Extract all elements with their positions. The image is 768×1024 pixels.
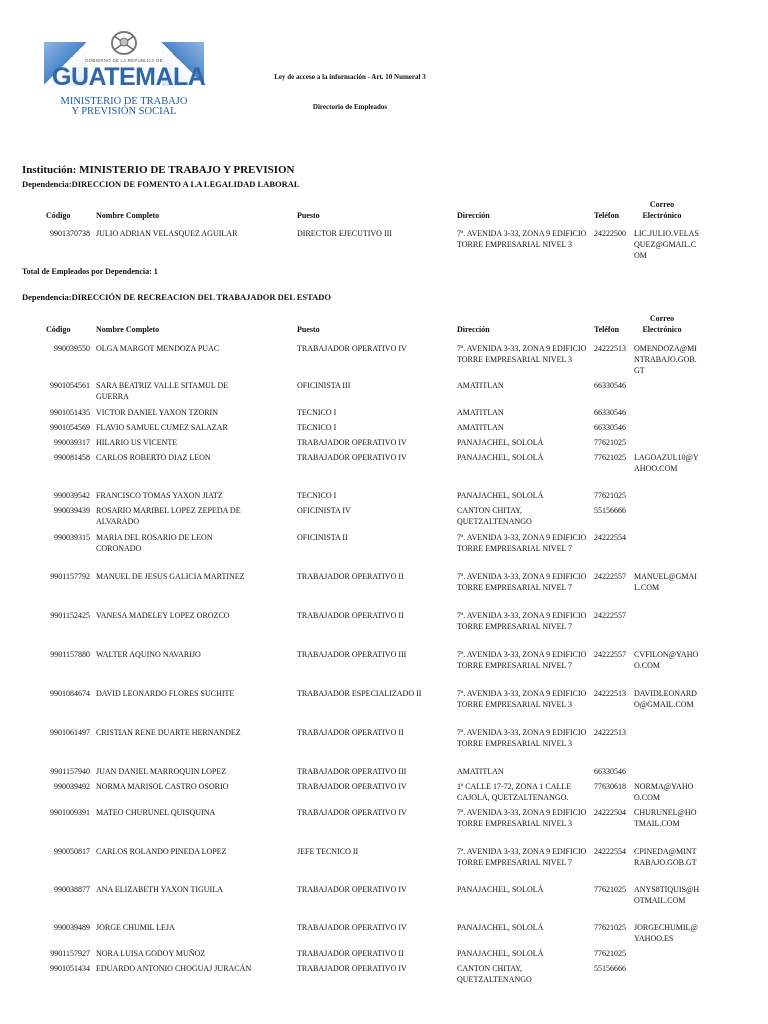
cell-codigo: 9901054569 [50, 423, 90, 432]
cell-correo: JORGECHUMIL@YAHOO.ES [634, 923, 698, 943]
cell-telefono: 24222557 [594, 650, 626, 659]
institution-title: Institución: MINISTERIO DE TRABAJO Y PREVISION [22, 164, 295, 176]
cell-codigo: 990039492 [54, 782, 90, 791]
logo-country-text: GUATEMALA [52, 63, 206, 91]
cell-nombre: EDUARDO ANTONIO CHOGUAJ JURACÁN [96, 964, 252, 973]
cell-direccion: 7ª. AVENIDA 3-33, ZONA 9 EDIFICIO TORRE EMPRESARIAL NIVEL 3 [457, 728, 587, 748]
cell-nombre: OLGA MARGOT MENDOZA PUAC [96, 344, 220, 353]
cell-direccion: 7ª. AVENIDA 3-33, ZONA 9 EDIFICIO TORRE EMPRESARIAL NIVEL 3 [457, 689, 587, 709]
cell-direccion: AMATITLAN [457, 381, 504, 390]
cell-telefono: 24222557 [594, 572, 626, 581]
cell-puesto: TRABAJADOR ESPECIALIZADO II [297, 689, 422, 698]
cell-direccion: 7ª. AVENIDA 3-33, ZONA 9 EDIFICIO TORRE EMPRESARIAL NIVEL 7 [457, 572, 587, 592]
cell-codigo: 990039439 [54, 506, 90, 515]
col-nombre: Nombre Completo [96, 211, 160, 220]
cell-codigo: 990039317 [54, 438, 90, 447]
cell-nombre: HILARIO US VICENTE [96, 438, 178, 447]
cell-codigo: 9901157940 [50, 767, 90, 776]
cell-puesto: JEFE TECNICO II [297, 847, 359, 856]
col-direccion: Dirección [457, 211, 490, 220]
cell-nombre: NORA LUISA GODOY MUÑOZ [96, 949, 206, 958]
cell-direccion: CANTON CHITAY, QUETZALTENANGO [457, 964, 532, 984]
cell-telefono: 66330546 [594, 423, 626, 432]
cell-direccion: PANAJACHEL, SOLOLÁ [457, 923, 544, 932]
cell-direccion: 1ª CALLE 17-72, ZONA 1 CALLE CAJOLÁ, QUETZALTENANGO. [457, 782, 572, 802]
cell-direccion: PANAJACHEL, SOLOLÁ [457, 885, 544, 894]
cell-puesto: DIRECTOR EJECUTIVO III [297, 229, 392, 238]
cell-nombre: JULIO ADRIAN VELASQUEZ AGUILAR [96, 229, 238, 238]
cell-puesto: TRABAJADOR OPERATIVO IV [297, 923, 407, 932]
cell-telefono: 24222500 [594, 229, 626, 238]
cell-puesto: TRABAJADOR OPERATIVO II [297, 949, 404, 958]
cell-codigo: 9901157880 [50, 650, 90, 659]
cell-nombre: ROSARIO MARIBEL LOPEZ ZEPEDA DE ALVARADO [96, 506, 241, 526]
cell-puesto: TRABAJADOR OPERATIVO IV [297, 782, 407, 791]
cell-puesto: TRABAJADOR OPERATIVO IV [297, 453, 407, 462]
cell-puesto: TRABAJADOR OPERATIVO II [297, 611, 404, 620]
cell-telefono: 77621025 [594, 923, 626, 932]
cell-nombre: VICTOR DANIEL YAXON TZORIN [96, 408, 218, 417]
cell-telefono: 55156666 [594, 506, 626, 515]
cell-telefono: 24222513 [594, 728, 626, 737]
cell-correo: CVFILON@YAHOO.COM [634, 650, 699, 670]
law-reference: Ley de acceso a la información - Art. 10 Numeral 3 [274, 73, 426, 81]
col-correo: Correo Electrónico [642, 200, 682, 220]
cell-nombre: MANUEL DE JESUS GALICIA MARTINEZ [96, 572, 245, 581]
cell-telefono: 77621025 [594, 438, 626, 447]
cell-telefono: 77621025 [594, 885, 626, 894]
logo-gobierno-text: GOBIERNO DE LA REPÚBLICA DE [85, 58, 163, 63]
cell-codigo: 9901061497 [50, 728, 90, 737]
dependency-title: Dependencia:DIRECCION DE FOMENTO A LA LEGALIDAD LABORAL [22, 179, 300, 189]
coat-of-arms-icon [106, 28, 142, 58]
col-correo: Correo Electrónico [642, 314, 682, 334]
cell-correo: CPINEDA@MINTRABAJO.GOB.GT [634, 847, 697, 867]
cell-direccion: 7ª. AVENIDA 3-33, ZONA 9 EDIFICIO TORRE EMPRESARIAL NIVEL 7 [457, 650, 587, 670]
cell-telefono: 77621025 [594, 491, 626, 500]
cell-direccion: 7ª. AVENIDA 3-33, ZONA 9 EDIFICIO TORRE EMPRESARIAL NIVEL 7 [457, 533, 587, 553]
cell-codigo: 9901084674 [50, 689, 90, 698]
cell-codigo: 990050817 [54, 847, 90, 856]
cell-puesto: TRABAJADOR OPERATIVO IV [297, 438, 407, 447]
cell-telefono: 66330546 [594, 381, 626, 390]
cell-puesto: TRABAJADOR OPERATIVO IV [297, 808, 407, 817]
cell-nombre: DAVID LEONARDO FLORES SUCHITE [96, 689, 235, 698]
cell-nombre: NORMA MARISOL CASTRO OSORIO [96, 782, 229, 791]
col-telefono: Teléfon [594, 211, 620, 220]
col-puesto: Puesto [297, 211, 320, 220]
cell-codigo: 9901051435 [50, 408, 90, 417]
cell-telefono: 24222557 [594, 611, 626, 620]
cell-nombre: CRISTIAN RENE DUARTE HERNANDEZ [96, 728, 241, 737]
cell-codigo: 9901152425 [50, 611, 90, 620]
cell-codigo: 9901009391 [50, 808, 90, 817]
cell-direccion: PANAJACHEL, SOLOLÁ [457, 949, 544, 958]
cell-nombre: MATEO CHURUNEL QUISQUINA [96, 808, 216, 817]
col-codigo: Código [46, 325, 71, 334]
cell-correo: CHURUNEL@HOTMAIL.COM [634, 808, 697, 828]
cell-telefono: 24222513 [594, 689, 626, 698]
cell-telefono: 55156666 [594, 964, 626, 973]
cell-puesto: TECNICO I [297, 408, 337, 417]
cell-correo: LIC.JULIO.VELASQUEZ@GMAIL.COM [634, 229, 699, 260]
col-puesto: Puesto [297, 325, 320, 334]
cell-correo: OMENDOZA@MINTRABAJO.GOB.GT [634, 344, 697, 375]
total-employees: Total de Empleados por Dependencia: 1 [22, 267, 158, 276]
col-codigo: Código [46, 211, 71, 220]
cell-puesto: OFICINISTA III [297, 381, 351, 390]
cell-correo: ANYS8TIQUIS@HOTMAIL.COM [634, 885, 700, 905]
cell-nombre: FRANCISCO TOMAS YAXON JIATZ [96, 491, 223, 500]
cell-correo: DAVIDLEONARDO@GMAIL.COM [634, 689, 697, 709]
cell-codigo: 990039542 [54, 491, 90, 500]
cell-puesto: TECNICO I [297, 491, 337, 500]
cell-puesto: TRABAJADOR OPERATIVO II [297, 728, 404, 737]
cell-codigo: 9901051434 [50, 964, 90, 973]
cell-telefono: 66330546 [594, 408, 626, 417]
cell-nombre: MARIA DEL ROSARIO DE LEON CORONADO [96, 533, 213, 553]
cell-nombre: FLAVIO SAMUEL CUMEZ SALAZAR [96, 423, 228, 432]
cell-nombre: ANA ELIZABETH YAXON TIGUILA [96, 885, 223, 894]
cell-telefono: 66330546 [594, 767, 626, 776]
cell-puesto: TRABAJADOR OPERATIVO III [297, 767, 407, 776]
cell-puesto: TRABAJADOR OPERATIVO II [297, 572, 404, 581]
cell-nombre: JORGE CHUMIL LEJA [96, 923, 175, 932]
logo-ministry-line2: Y PREVISIÓN SOCIAL [71, 106, 177, 117]
cell-nombre: CARLOS ROBERTO DIAZ LEON [96, 453, 211, 462]
cell-puesto: OFICINISTA II [297, 533, 348, 542]
cell-puesto: TECNICO I [297, 423, 337, 432]
cell-codigo: 990039550 [54, 344, 90, 353]
cell-direccion: AMATITLAN [457, 767, 504, 776]
ministry-logo [44, 28, 204, 120]
cell-codigo: 990038877 [54, 885, 90, 894]
cell-direccion: 7ª. AVENIDA 3-33, ZONA 9 EDIFICIO TORRE EMPRESARIAL NIVEL 3 [457, 808, 587, 828]
logo-ministry-line1: MINISTERIO DE TRABAJO [60, 96, 188, 107]
cell-codigo: 990039315 [54, 533, 90, 542]
cell-correo: LAGOAZUL10@YAHOO.COM [634, 453, 699, 473]
cell-puesto: TRABAJADOR OPERATIVO IV [297, 885, 407, 894]
cell-nombre: VANESA MADELEY LOPEZ OROZCO [96, 611, 230, 620]
cell-direccion: 7ª. AVENIDA 3-33, ZONA 9 EDIFICIO TORRE EMPRESARIAL NIVEL 3 [457, 229, 587, 249]
cell-direccion: AMATITLAN [457, 423, 504, 432]
col-nombre: Nombre Completo [96, 325, 160, 334]
cell-telefono: 77621025 [594, 453, 626, 462]
cell-nombre: JUAN DANIEL MARROQUIN LOPEZ [96, 767, 227, 776]
cell-direccion: PANAJACHEL, SOLOLÁ [457, 491, 544, 500]
cell-telefono: 24222513 [594, 344, 626, 353]
cell-direccion: PANAJACHEL, SOLOLÁ [457, 453, 544, 462]
cell-puesto: OFICINISTA IV [297, 506, 351, 515]
cell-puesto: TRABAJADOR OPERATIVO III [297, 650, 407, 659]
cell-direccion: 7ª. AVENIDA 3-33, ZONA 9 EDIFICIO TORRE EMPRESARIAL NIVEL 7 [457, 847, 587, 867]
cell-nombre: WALTER AQUINO NAVARIJO [96, 650, 201, 659]
cell-direccion: PANAJACHEL, SOLOLÁ [457, 438, 544, 447]
cell-direccion: CANTON CHITAY, QUETZALTENANGO [457, 506, 532, 526]
cell-direccion: AMATITLAN [457, 408, 504, 417]
cell-direccion: 7ª. AVENIDA 3-33, ZONA 9 EDIFICIO TORRE EMPRESARIAL NIVEL 3 [457, 344, 587, 364]
cell-codigo: 9901054561 [50, 381, 90, 390]
cell-telefono: 77630618 [594, 782, 626, 791]
cell-telefono: 24222554 [594, 533, 626, 542]
cell-telefono: 24222504 [594, 808, 626, 817]
dependency-title: Dependencia:DIRECCIÓN DE RECREACION DEL TRABAJADOR DEL ESTADO [22, 292, 332, 302]
cell-telefono: 24222554 [594, 847, 626, 856]
cell-codigo: 990081458 [54, 453, 90, 462]
cell-telefono: 77621025 [594, 949, 626, 958]
directory-title: Directorio de Empleados [312, 103, 388, 111]
cell-nombre: CARLOS ROLANDO PINEDA LOPEZ [96, 847, 227, 856]
cell-puesto: TRABAJADOR OPERATIVO IV [297, 344, 407, 353]
cell-correo: MANUEL@GMAIL.COM [634, 572, 697, 592]
cell-nombre: SARA BEATRIZ VALLE SITAMUL DE GUERRA [96, 381, 229, 401]
col-direccion: Dirección [457, 325, 490, 334]
cell-codigo: 9901370738 [50, 229, 90, 238]
cell-codigo: 990039489 [54, 923, 90, 932]
col-telefono: Teléfon [594, 325, 620, 334]
cell-codigo: 9901157792 [50, 572, 90, 581]
cell-codigo: 9901157927 [50, 949, 90, 958]
cell-puesto: TRABAJADOR OPERATIVO IV [297, 964, 407, 973]
cell-correo: NORMA@YAHOO.COM [634, 782, 694, 802]
cell-direccion: 7ª. AVENIDA 3-33, ZONA 9 EDIFICIO TORRE EMPRESARIAL NIVEL 7 [457, 611, 587, 631]
